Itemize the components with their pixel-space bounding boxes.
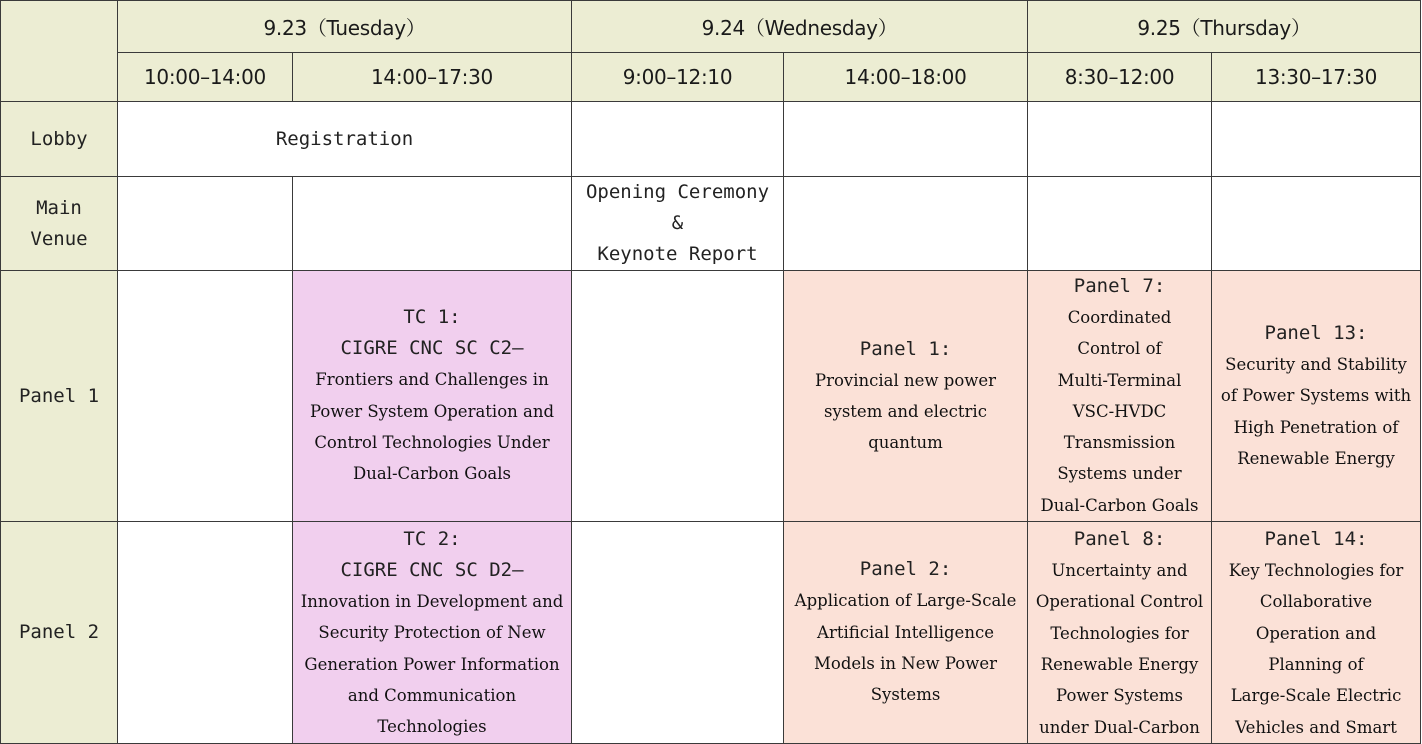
empty-cell bbox=[1028, 102, 1212, 177]
time-slot: 13:30–17:30 bbox=[1212, 53, 1421, 102]
registration-cell: Registration bbox=[118, 102, 572, 177]
empty-cell bbox=[784, 102, 1028, 177]
day-header-tuesday: 9.23（Tuesday） bbox=[118, 1, 572, 53]
time-slot: 14:00–17:30 bbox=[293, 53, 572, 102]
opening-ceremony-cell: Opening Ceremony & Keynote Report bbox=[572, 177, 784, 271]
session-title: Frontiers and Challenges in Power System Operation and Control Technologies Under Dual-Carbon Goals bbox=[309, 370, 555, 484]
corner-cell bbox=[1, 1, 118, 102]
session-panel-2 bbox=[784, 522, 1028, 744]
session-title: Coordinated Control of Multi-Terminal VSC-HVDC Transmission Systems under Dual-Carbon Goals bbox=[1040, 308, 1199, 515]
session-title: Security and Stability of Power Systems with High Penetration of Renewable Energy bbox=[1220, 354, 1412, 468]
day-header-wednesday: 9.24（Wednesday） bbox=[572, 1, 1028, 53]
empty-cell bbox=[572, 271, 784, 522]
session-tc2 bbox=[293, 522, 572, 744]
empty-cell bbox=[1212, 177, 1421, 271]
empty-cell bbox=[118, 522, 293, 744]
session-label: TC 2: CIGRE CNC SC D2– bbox=[340, 528, 524, 582]
time-slot: 14:00–18:00 bbox=[784, 53, 1028, 102]
panel-2-row bbox=[1, 522, 1421, 744]
empty-cell bbox=[572, 522, 784, 744]
session-panel-1 bbox=[784, 271, 1028, 522]
empty-cell bbox=[1212, 102, 1421, 177]
row-label-panel-2: Panel 2 bbox=[1, 522, 118, 744]
session-panel-8 bbox=[1028, 522, 1212, 744]
lobby-row bbox=[1, 102, 1421, 177]
day-header-thursday: 9.25（Thursday） bbox=[1028, 1, 1421, 53]
session-title: Key Technologies for Collaborative Operation and Planning of Large-Scale Electric Vehicles and Smart bbox=[1228, 561, 1404, 737]
main-venue-row bbox=[1, 177, 1421, 271]
session-title: Application of Large-Scale Artificial Intelligence Models in New Power Systems bbox=[794, 591, 1017, 705]
empty-cell bbox=[293, 177, 572, 271]
row-label-main-venue: Main Venue bbox=[1, 177, 118, 271]
session-label: Panel 2: bbox=[859, 558, 952, 581]
day-header-row bbox=[1, 1, 1421, 53]
empty-cell bbox=[572, 102, 784, 177]
empty-cell bbox=[1028, 177, 1212, 271]
session-title: Uncertainty and Operational Control Technologies for Renewable Energy Power Systems under Dual-Carbon bbox=[1035, 561, 1204, 737]
session-label: TC 1: CIGRE CNC SC C2– bbox=[340, 306, 524, 360]
session-tc1 bbox=[293, 271, 572, 522]
session-label: Panel 7: bbox=[1073, 275, 1166, 297]
empty-cell bbox=[118, 271, 293, 522]
time-slot: 9:00–12:10 bbox=[572, 53, 784, 102]
empty-cell bbox=[118, 177, 293, 271]
row-label-lobby: Lobby bbox=[1, 102, 118, 177]
session-panel-13 bbox=[1212, 271, 1421, 522]
session-label: Panel 8: bbox=[1073, 528, 1166, 551]
session-panel-7 bbox=[1028, 271, 1212, 522]
session-title: Innovation in Development and Security Protection of New Generation Power Information and Communication Technologies bbox=[300, 592, 564, 737]
empty-cell bbox=[784, 177, 1028, 271]
panel-1-row bbox=[1, 271, 1421, 522]
row-label-panel-1: Panel 1 bbox=[1, 271, 118, 522]
session-label: Panel 1: bbox=[859, 337, 952, 360]
time-slot: 8:30–12:00 bbox=[1028, 53, 1212, 102]
time-slot: 10:00–14:00 bbox=[118, 53, 293, 102]
session-label: Panel 14: bbox=[1264, 528, 1368, 551]
session-title: Provincial new power system and electric quantum bbox=[814, 370, 997, 453]
time-slot-row bbox=[1, 53, 1421, 102]
session-label: Panel 13: bbox=[1264, 321, 1368, 344]
session-panel-14 bbox=[1212, 522, 1421, 744]
